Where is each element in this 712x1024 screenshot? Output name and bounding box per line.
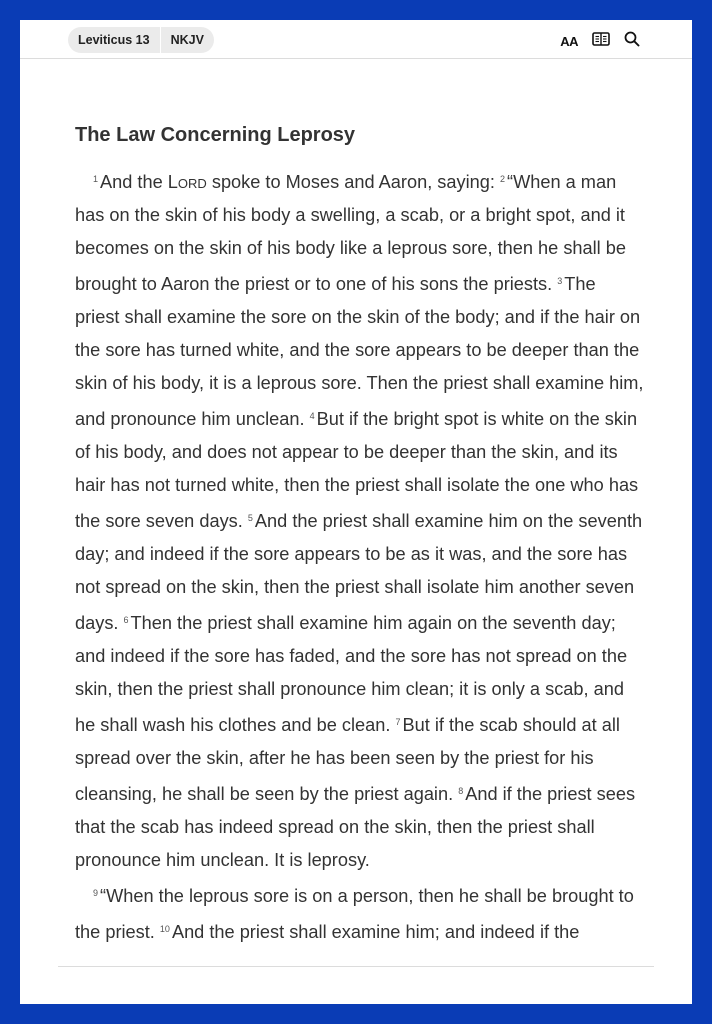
paragraph-2: $^9$ “When the leprous sore is on a person, then he shall be brought to the priest. $^{10}$ And the priest shall examine him; and indeed if the [75,886,634,942]
bottom-divider [58,966,654,967]
text-size-icon[interactable]: AA [560,34,578,49]
toolbar-icons [560,31,640,52]
verse-number[interactable]: 5 [247,513,253,523]
verse-number[interactable]: 6 [123,615,129,625]
verse-number[interactable]: 9 [93,888,99,898]
verse-number[interactable]: 4 [309,411,315,421]
verse-number[interactable]: 3 [557,276,563,286]
verse-number[interactable]: 7 [395,717,401,727]
book-icon[interactable] [592,32,610,51]
verse-number[interactable]: 1 [93,174,99,184]
verse-number[interactable]: 8 [458,786,464,796]
section-heading: The Law Concerning Leprosy [75,124,356,146]
passage-selector [68,27,214,53]
divine-name: Lord [167,172,207,192]
verse-number[interactable]: 2 [500,174,506,184]
version-button[interactable]: NKJV [170,33,204,47]
search-icon[interactable] [624,31,640,52]
top-toolbar [20,20,692,59]
paragraph-1: $^1$ And the Lord spoke to Moses and Aaron, saying: $^2$ “When a man has on the skin of his body a swelling, a scab, or a bright spot, and it becomes on the skin of his body like a leprous sore, then he shall be brought to Aaron the priest or to one of his sons the priests. $^3$ The priest shall examine the sore on the skin of the body; and if the hair on the sore has turned white, and the sore appears to be deeper than the skin of his body, it is a leprous sore. Then the priest shall examine him, and pronounce him unclean. $^4$ But if the bright spot is white on the skin of his body, and does not appear to be deeper than the skin, and its hair has not turned white, then the priest shall isolate the one who has the sore seven days. $^5$ And the priest shall examine him on the seventh day; and indeed if the sore appears to be as it was, and the sore has not spread on the skin, then the priest shall isolate him another seven days. $^6$ Then the priest shall examine him again on the seventh day; and indeed if the sore has faded, and the sore has not spread on the skin, then the priest shall pronounce him clean; it is only a scab, and he shall wash his clothes and be clean. $^7$ But if the scab should at all spread over the skin, after he has been seen by the priest for his cleansing, he shall be seen by the priest again. $^8$ And if the priest sees that the scab has indeed spread on the skin, then the priest shall pronounce him unclean. It is leprosy. [75,172,644,870]
book-chapter-button[interactable]: Leviticus 13 [78,33,150,47]
scripture-text [75,124,645,949]
reader-window [20,20,692,1004]
verse-number[interactable]: 10 [159,924,170,934]
